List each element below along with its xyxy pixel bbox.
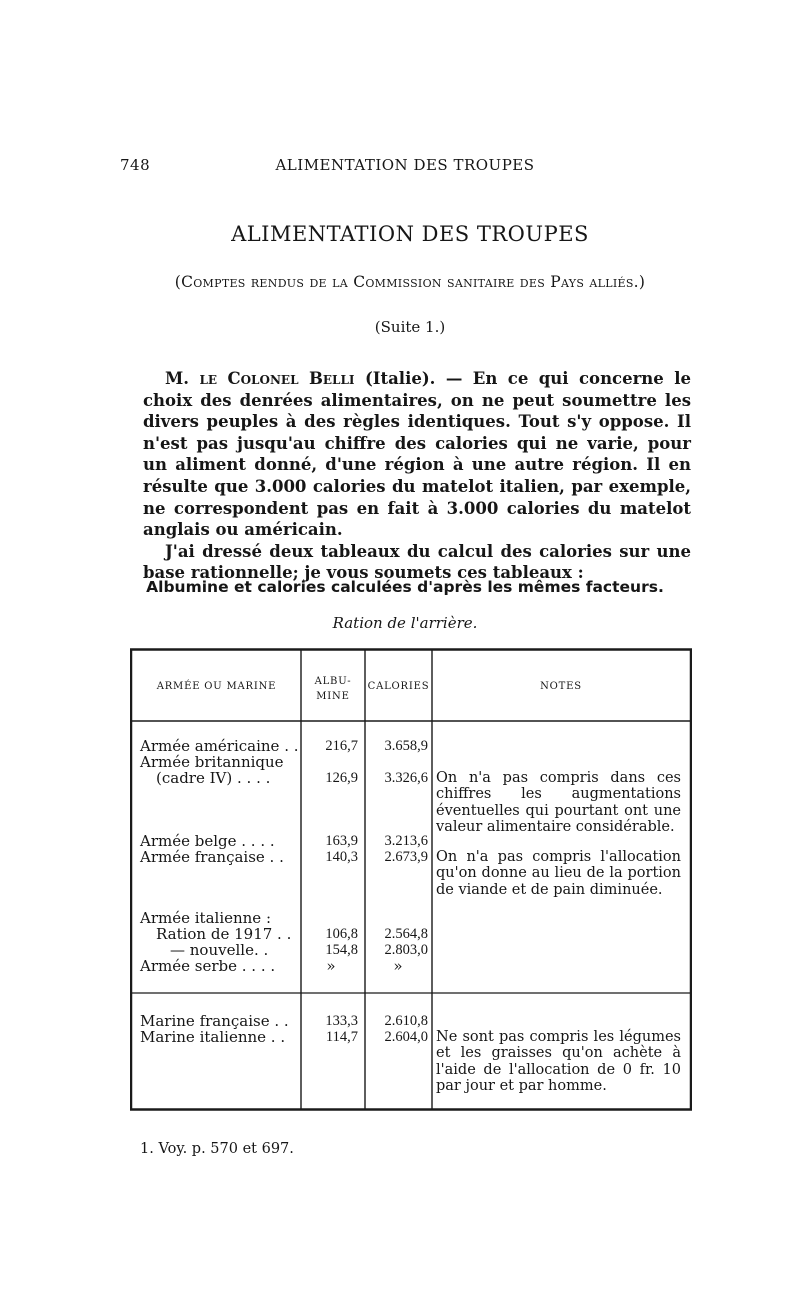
unit-label: Armée italienne : — [140, 909, 272, 927]
note-2: On n'a pas compris l'allocation qu'on donne au lieu de la portion de viande et de pain diminuée. — [436, 849, 681, 898]
header-unit: ARMÉE OU MARINE — [156, 681, 277, 692]
albumine-value: 114,7 — [325, 1029, 358, 1045]
unit-label: Ration de 1917 . . — [156, 925, 292, 943]
calories-value: 2.803,0 — [384, 942, 428, 958]
calories-value: » — [393, 957, 403, 975]
header-calories: CALORIES — [367, 681, 430, 692]
page-number: 748 — [120, 156, 151, 174]
paragraph-2: J'ai dressé deux tableaux du calcul des calories sur une base rationnelle; je vous soumets ces tableaux : — [143, 541, 691, 583]
albumine-value: 154,8 — [325, 942, 358, 958]
running-title: ALIMENTATION DES TROUPES — [275, 156, 535, 174]
paragraph-1 — [143, 368, 691, 541]
speaker-name: M. le Colonel Belli — [165, 369, 355, 388]
article-title: ALIMENTATION DES TROUPES — [231, 222, 589, 246]
calories-value: 2.673,9 — [384, 849, 428, 865]
unit-label: — nouvelle. . — [170, 941, 269, 959]
calories-value: 2.610,8 — [384, 1013, 428, 1029]
table-caption: Ration de l'arrière. — [332, 614, 478, 632]
continuation-note: (Suite 1.) — [374, 318, 446, 336]
calories-value: 2.604,0 — [384, 1029, 428, 1045]
albumine-value: 140,3 — [325, 849, 358, 865]
running-head — [120, 156, 690, 180]
body-text — [143, 368, 691, 584]
albumine-value: 163,9 — [325, 833, 358, 849]
albumine-value: 126,9 — [325, 770, 358, 786]
unit-label: Armée britannique — [140, 753, 284, 771]
paragraph-text: (Italie). — En ce qui concerne le choix des denrées alimentaires, on ne peut soumettre les divers peuples à des règles identiques. Tout s'y oppose. Il n'est pas jusqu'au chiffre des calories qui ne varie, pour un aliment donné, d'une région à une autre région. Il en résulte que 3.000 calories du matelot italien, par exemple, ne correspondent pas en fait à 3.000 calories du matelot anglais ou américain. — [143, 369, 691, 540]
unit-label: Marine italienne . . — [140, 1028, 286, 1046]
unit-label: Armée serbe . . . . — [140, 957, 276, 975]
footnote: 1. Voy. p. 570 et 697. — [140, 1141, 294, 1157]
albumine-value: 216,7 — [325, 738, 358, 754]
albumine-value: » — [326, 957, 336, 975]
albumine-value: 106,8 — [325, 926, 358, 942]
albumine-value: 133,3 — [325, 1013, 358, 1029]
ration-table — [130, 648, 692, 1111]
header-albumine: ALBU- MINE — [314, 676, 352, 702]
unit-label: (cadre IV) . . . . — [156, 769, 271, 787]
unit-label: Armée française . . — [140, 848, 284, 866]
note-3: Ne sont pas compris les légumes et les graisses qu'on achète à l'aide de l'allocation de 0 fr. 10 par jour et par homme. — [436, 1029, 681, 1095]
unit-label: Marine française . . — [140, 1012, 289, 1030]
table-heading: Albumine et calories calculées d'après les mêmes facteurs. — [146, 578, 664, 596]
calories-value: 3.658,9 — [384, 738, 428, 754]
calories-value: 3.326,6 — [384, 770, 428, 786]
article-subtitle: (Comptes rendus de la Commission sanitaire des Pays alliés.) — [174, 273, 646, 291]
unit-label: Armée américaine . . — [140, 737, 299, 755]
calories-value: 3.213,6 — [384, 833, 428, 849]
unit-label: Armée belge . . . . — [140, 832, 275, 850]
note-1: On n'a pas compris dans ces chiffres les augmentations éventuelles qui pourtant ont une valeur alimentaire considérable. — [436, 770, 681, 836]
calories-value: 2.564,8 — [384, 926, 428, 942]
header-notes: NOTES — [540, 681, 582, 692]
